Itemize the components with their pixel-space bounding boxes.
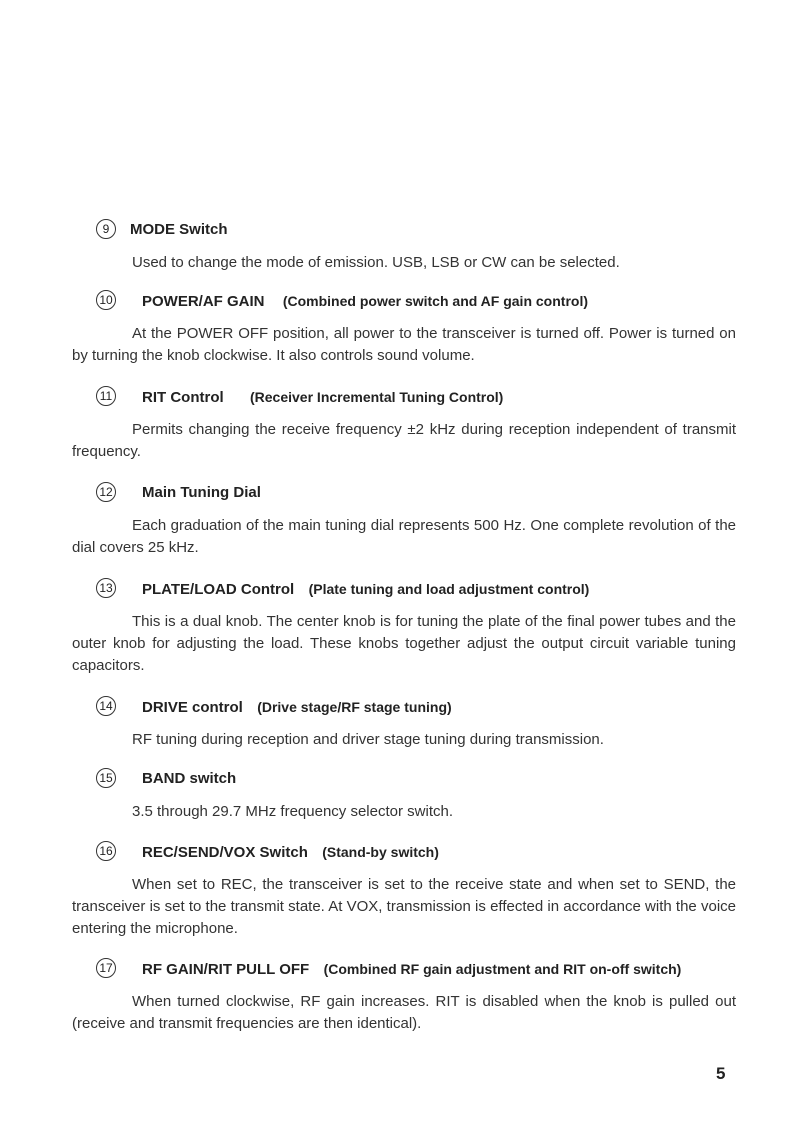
section-title-wrap xyxy=(142,840,439,865)
section-title-wrap xyxy=(142,695,452,720)
section-title-wrap xyxy=(142,577,589,602)
section-title: PLATE/LOAD Control xyxy=(142,581,295,598)
section-title: REC/SEND/VOX Switch xyxy=(142,844,308,861)
section-mode-switch xyxy=(96,218,736,274)
section-title: RIT Control xyxy=(142,389,224,406)
item-number-badge: 9 xyxy=(96,219,116,239)
section-title-wrap xyxy=(142,481,261,505)
section-heading xyxy=(96,385,736,409)
section-body: Each graduation of the main tuning dial represents 500 Hz. One complete revolution of the dial covers 25 kHz. xyxy=(72,517,736,556)
section-heading xyxy=(96,957,736,981)
section-heading xyxy=(96,289,736,313)
section-rec-send-vox-switch xyxy=(72,840,736,940)
section-heading xyxy=(96,218,736,242)
section-body: This is a dual knob. The center knob is for tuning the plate of the final power tubes and the outer knob for adjusting the load. These knobs together adjust the output circuit variable tuning capacitors. xyxy=(72,613,736,674)
section-body: When set to REC, the transceiver is set to the receive state and when set to SEND, the transceiver is set to the transmit state. At VOX, transmission is effected in accordance with the voice entering the microphone. xyxy=(72,876,736,937)
section-body: 3.5 through 29.7 MHz frequency selector switch. xyxy=(132,803,453,820)
section-main-tuning-dial xyxy=(72,481,736,559)
item-number-badge: 11 xyxy=(96,386,116,406)
section-body: When turned clockwise, RF gain increases. RIT is disabled when the knob is pulled out (receive and transmit frequencies are then identical). xyxy=(72,993,736,1032)
section-title-wrap xyxy=(142,289,588,314)
section-title-wrap xyxy=(142,385,503,410)
section-heading xyxy=(96,840,736,864)
item-number-badge: 10 xyxy=(96,290,116,310)
item-number-badge: 17 xyxy=(96,958,116,978)
section-body: At the POWER OFF position, all power to the transceiver is turned off. Power is turned on by turning the knob clockwise. It also controls sound volume. xyxy=(72,325,736,364)
section-title-wrap xyxy=(142,767,236,791)
item-number-badge: 16 xyxy=(96,841,116,861)
section-heading xyxy=(96,767,736,791)
item-number-badge: 13 xyxy=(96,578,116,598)
section-subtitle: (Receiver Incremental Tuning Control) xyxy=(250,389,504,405)
section-subtitle: (Stand-by switch) xyxy=(322,844,439,860)
item-number-badge: 12 xyxy=(96,482,116,502)
page-number: 5 xyxy=(716,1064,726,1083)
section-heading xyxy=(96,481,736,505)
section-title: MODE Switch xyxy=(130,221,228,238)
section-title: Main Tuning Dial xyxy=(142,484,261,501)
section-subtitle: (Combined power switch and AF gain control) xyxy=(282,293,588,309)
section-subtitle: (Combined RF gain adjustment and RIT on-off switch) xyxy=(323,961,682,977)
section-body: Permits changing the receive frequency ±2 kHz during reception independent of transmit frequency. xyxy=(72,421,736,460)
section-title: POWER/AF GAIN xyxy=(142,293,265,310)
item-number-badge: 14 xyxy=(96,696,116,716)
section-drive-control xyxy=(96,695,736,751)
section-rit-control xyxy=(72,385,736,463)
section-title-wrap xyxy=(142,957,681,982)
section-title: RF GAIN/RIT PULL OFF xyxy=(142,961,310,978)
section-title: BAND switch xyxy=(142,770,237,787)
section-plate-load-control xyxy=(72,577,736,677)
section-title: DRIVE control xyxy=(142,699,243,716)
item-number-badge: 15 xyxy=(96,768,116,788)
section-subtitle: (Drive stage/RF stage tuning) xyxy=(257,699,452,715)
section-body: RF tuning during reception and driver stage tuning during transmission. xyxy=(132,731,604,748)
section-heading xyxy=(96,577,736,601)
section-heading xyxy=(96,695,736,719)
section-rf-gain-rit-pull-off xyxy=(72,957,736,1035)
section-title-wrap xyxy=(130,218,228,242)
section-subtitle: (Plate tuning and load adjustment control) xyxy=(308,581,590,597)
section-band-switch xyxy=(96,767,736,823)
section-power-af-gain xyxy=(72,289,736,367)
section-body: Used to change the mode of emission. USB, LSB or CW can be selected. xyxy=(132,254,620,271)
